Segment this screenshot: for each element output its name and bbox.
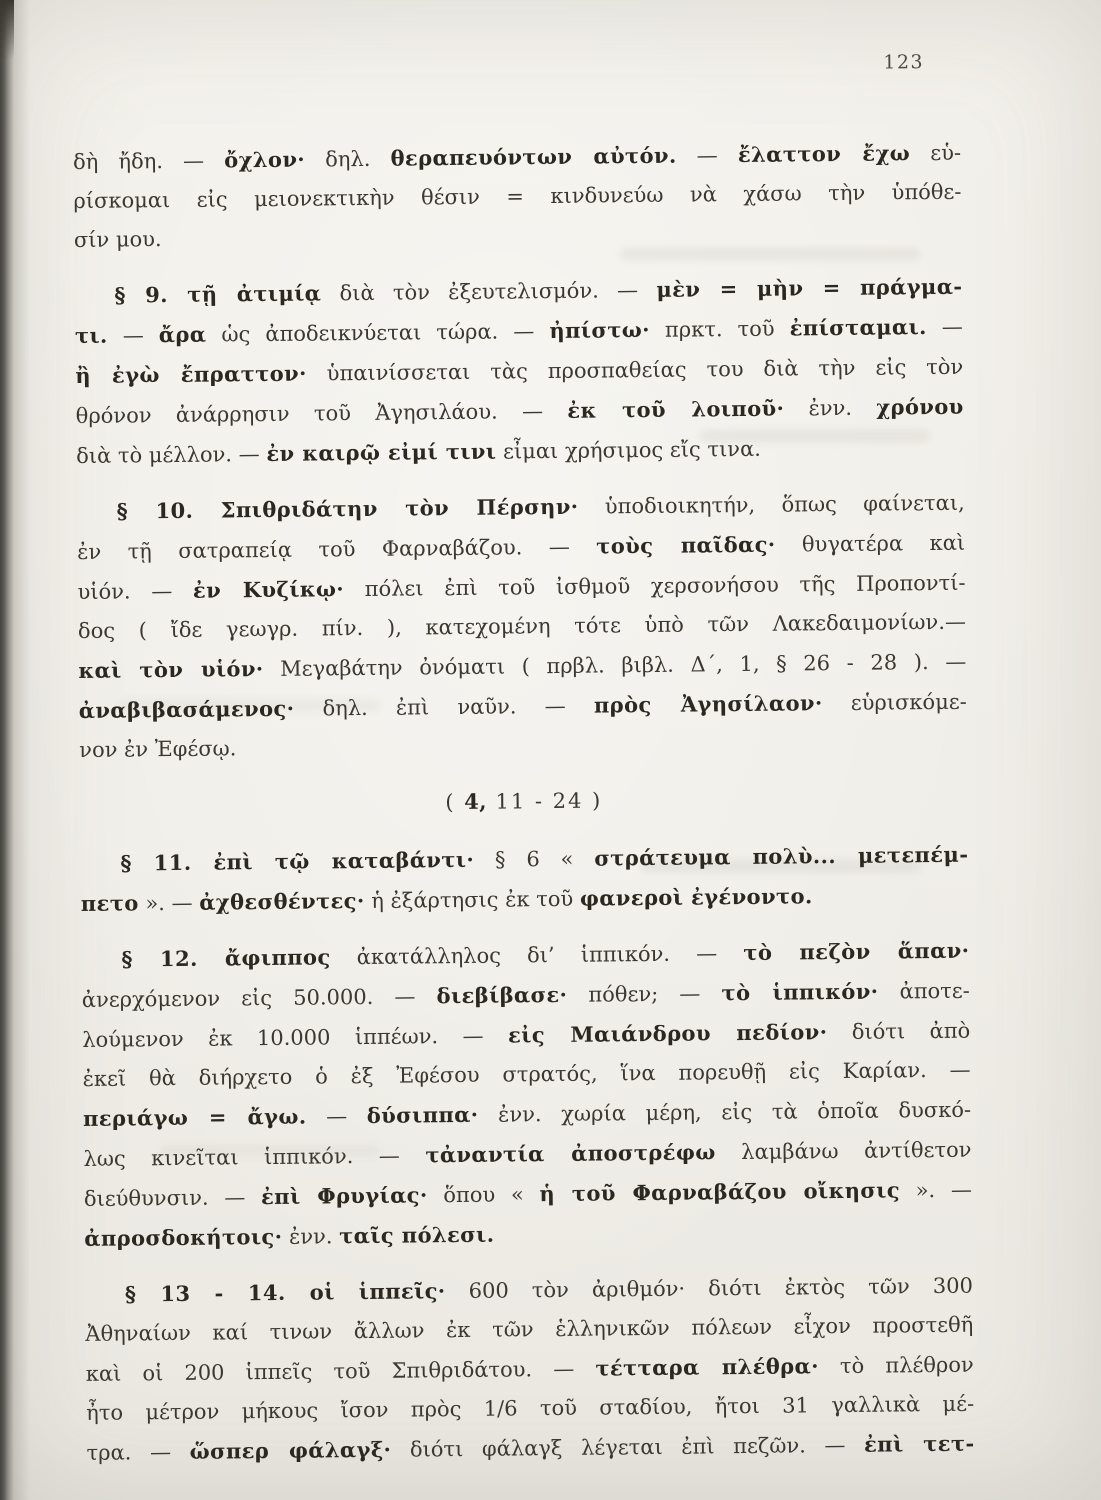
text-line	[76, 427, 964, 476]
lemma-run: φανεροὶ ἐγένοντο.	[579, 883, 813, 911]
lemma-run: θεραπευόντων αὐτόν.	[390, 142, 677, 171]
text-run: διότι ἀπὸ	[827, 1018, 971, 1045]
text-run: ἐκεῖ θὰ διήρχετο ὁ ἐξ Ἐφέσου στρατός, ἵνα πορευθῇ εἰς Καρίαν. —	[82, 1057, 971, 1091]
lemma-run: πετο	[80, 890, 139, 916]
lemma-run: ὥσπερ φάλαγξ·	[189, 1436, 392, 1464]
lemma-run: διεβίβασε·	[436, 981, 568, 1009]
text-run: πρκτ. τοῦ	[649, 316, 790, 342]
lemma-run: ἐν καιρῷ εἰμί τινι	[266, 438, 497, 466]
text-line	[80, 777, 968, 826]
lemma-run: ἐκ τοῦ λοιποῦ·	[567, 395, 785, 423]
lemma-run: δύσιππα·	[366, 1101, 479, 1128]
text-run: καὶ οἱ 200 ἱππεῖς τοῦ Σπιθριδάτου. —	[85, 1356, 596, 1386]
text-run: θρόνον ἀνάρρησιν τοῦ Ἀγησιλάου. —	[75, 398, 568, 428]
lemma-run: χρόνου	[876, 393, 964, 420]
text-run: Μεγαβάτην ὀνόματι ( πρβλ. βιβλ. Δ΄, 1, § 26 - 28 ). —	[263, 649, 967, 682]
text-run: ἐνν.	[282, 1224, 340, 1249]
lemma-run: ἀπροσδοκήτοις·	[84, 1223, 283, 1251]
lemma-run: τι.	[74, 322, 108, 348]
lemma-run: τέτταρα πλέθρα·	[595, 1353, 819, 1381]
text-run: —	[926, 314, 963, 340]
lemma-run: καὶ τὸν υἱόν·	[78, 656, 264, 683]
text-run: ὑπαινίσσεται τὰς προσπαθείας του διὰ τὴν εἰς τὸν	[306, 354, 964, 386]
text-run: εὑρισκόμε-	[822, 689, 967, 716]
section-10-paragraph	[77, 483, 968, 770]
lemma-run: § 11. ἐπὶ τῷ καταβάντι·	[120, 846, 475, 876]
lemma-run: ταῖς πόλεσι.	[339, 1221, 495, 1249]
text-run: δὴ ἤδη. —	[72, 148, 225, 174]
text-run: διεύθυνσιν. —	[83, 1185, 262, 1211]
text-run: § 6 «	[473, 846, 595, 872]
text-run: —	[306, 1103, 367, 1129]
text-run: πόλει ἐπὶ τοῦ ἰσθμοῦ χερσονήσου τῆς Προποντί-	[343, 570, 966, 602]
lemma-run: ἐπὶ τετ-	[863, 1430, 975, 1457]
lemma-run: ἢ ἐγὼ ἔπραττον·	[75, 360, 307, 388]
text-run: ἀποτε-	[878, 978, 970, 1004]
text-run: 11 - 24 )	[486, 788, 603, 814]
lemma-run: ὄχλον·	[224, 146, 306, 173]
lemma-run: ἀχθεσθέντες·	[199, 887, 365, 915]
text-run: ἀκατάλληλος δι’ ἱππικόν. —	[330, 941, 744, 970]
text-run: πόθεν; —	[567, 981, 722, 1007]
text-run: διὰ τὸ μέλλον. —	[76, 441, 267, 468]
page-content	[72, 51, 975, 1473]
lemma-run: τὸ ἱππικόν·	[721, 978, 879, 1006]
text-run: 600 τὸν ἀριθμόν· διότι ἐκτὸς τῶν 300	[445, 1273, 974, 1304]
lemma-run: μὲν = μὴν = πράγμα-	[656, 273, 963, 302]
lemma-run: ἔλαττον ἔχω	[737, 140, 911, 168]
lemma-run: τἀναντία ἀποστρέφω	[425, 1139, 716, 1168]
text-line	[84, 1210, 972, 1259]
lemma-run: περιάγω = ἄγω.	[82, 1103, 307, 1131]
lemma-run: πρὸς Ἀγησίλαον·	[593, 690, 823, 718]
section-11-paragraph	[80, 835, 969, 924]
text-run: διότι φάλαγξ λέγεται ἐπὶ πεζῶν. —	[391, 1432, 865, 1462]
text-run: δηλ.	[304, 146, 391, 172]
lemma-run: ἀναβιβασάμενος·	[78, 695, 295, 723]
text-run: ὡς ἀποδεικνύεται τώρα. —	[206, 319, 550, 347]
text-run: ». —	[138, 890, 200, 916]
section-12-paragraph	[81, 931, 972, 1259]
section-9-paragraph	[74, 267, 964, 476]
lemma-run: εἰς Μαιάνδρου πεδίον·	[507, 1019, 828, 1048]
text-run: ἐν τῇ σατραπείᾳ τοῦ Φαρναβάζου. —	[77, 534, 597, 564]
lemma-run: στράτευμα πολὺ... μετεπέμ-	[594, 841, 969, 871]
text-run: ἡ ἐξάρτησις ἐκ τοῦ	[364, 886, 581, 913]
text-line	[81, 875, 969, 924]
text-run: Ἀθηναίων καί τινων ἄλλων ἐκ τῶν ἑλληνικῶν πόλεων εἶχον προστεθῆ	[85, 1312, 974, 1346]
text-run: ὑποδιοικητήν, ὅπως φαίνεται,	[578, 490, 965, 519]
text-run: ἀνερχόμενον εἰς 50.000. —	[81, 984, 437, 1012]
text-run: —	[107, 323, 159, 348]
text-run: τρα. —	[86, 1439, 190, 1465]
text-run: διὰ τὸν ἐξευτελισμόν. —	[321, 277, 657, 306]
text-line	[79, 722, 967, 770]
lemma-run: ἡ τοῦ Φαρναβάζου οἴκησις	[539, 1177, 901, 1207]
continuation-paragraph	[73, 133, 962, 260]
text-run: ». —	[899, 1177, 973, 1203]
section-range-heading	[80, 777, 968, 826]
lemma-run: ἄρα	[158, 321, 207, 348]
text-run: εἶμαι χρήσιμος εἴς τινα.	[496, 436, 761, 464]
lemma-run: § 9. τῇ ἀτιμίᾳ	[114, 280, 322, 308]
text-run: λαμβάνω ἀντίθετον	[715, 1137, 972, 1165]
text-run: δος ( ἴδε γεωγρ. πίν. ), κατεχομένη τότε ὑπὸ τῶν Λακεδαιμονίων.—	[77, 609, 967, 643]
text-run: ὅπου «	[427, 1182, 540, 1208]
scan-edge-artifact	[0, 0, 14, 60]
text-line	[86, 1424, 974, 1473]
text-run: ρίσκομαι εἰς μειονεκτικὴν θέσιν = κινδυνεύω νὰ χάσω τὴν ὑπόθε-	[73, 179, 962, 213]
text-run: ἐνν. χωρία μέρη, εἰς τὰ ὁποῖα δυσκό-	[478, 1097, 972, 1127]
text-run: εὑ-	[910, 140, 962, 166]
lemma-run: ἠπίστω·	[549, 316, 651, 344]
lemma-run: § 13 - 14. οἱ ἱππεῖς·	[124, 1278, 446, 1307]
lemma-run: τὸ πεζὸν ἅπαν·	[743, 937, 970, 966]
text-run: σίν μου.	[73, 227, 162, 252]
lemma-run: ἐπὶ Φρυγίας·	[260, 1182, 428, 1210]
text-block	[73, 133, 975, 1473]
lemma-run: § 12. ἄφιππος	[121, 944, 331, 972]
text-run: —	[676, 143, 739, 168]
text-run: ἦτο μέτρον μήκους ἴσον πρὸς 1/6 τοῦ σταδίου, ἤτοι 31 γαλλικὰ μέ-	[86, 1391, 975, 1425]
lemma-run: 4,	[463, 788, 487, 814]
text-run: λούμενον ἐκ 10.000 ἱππέων. —	[82, 1023, 509, 1052]
text-run: θυγατέρα καὶ	[775, 530, 966, 557]
lemma-run: τοὺς παῖδας·	[596, 531, 776, 559]
section-13-14-paragraph	[85, 1266, 975, 1473]
text-run: δηλ. ἐπὶ ναῦν. —	[294, 693, 594, 721]
book-gutter-shadow	[0, 0, 30, 1500]
lemma-run: ἐν Κυζίκῳ·	[192, 576, 345, 603]
text-run: τὸ πλέθρον	[818, 1352, 974, 1379]
page-number: 123	[883, 51, 925, 74]
text-run: ἐνν.	[784, 395, 877, 421]
text-run: λως κινεῖται ἱππικόν. —	[83, 1143, 426, 1171]
lemma-run: ἐπίσταμαι.	[789, 314, 927, 341]
text-run: υἱόν. —	[77, 578, 194, 604]
lemma-run: § 10. Σπιθριδάτην τὸν Πέρσην·	[116, 493, 579, 524]
text-run: νον ἐν Ἐφέσῳ.	[79, 736, 237, 762]
text-run: (	[445, 789, 465, 815]
